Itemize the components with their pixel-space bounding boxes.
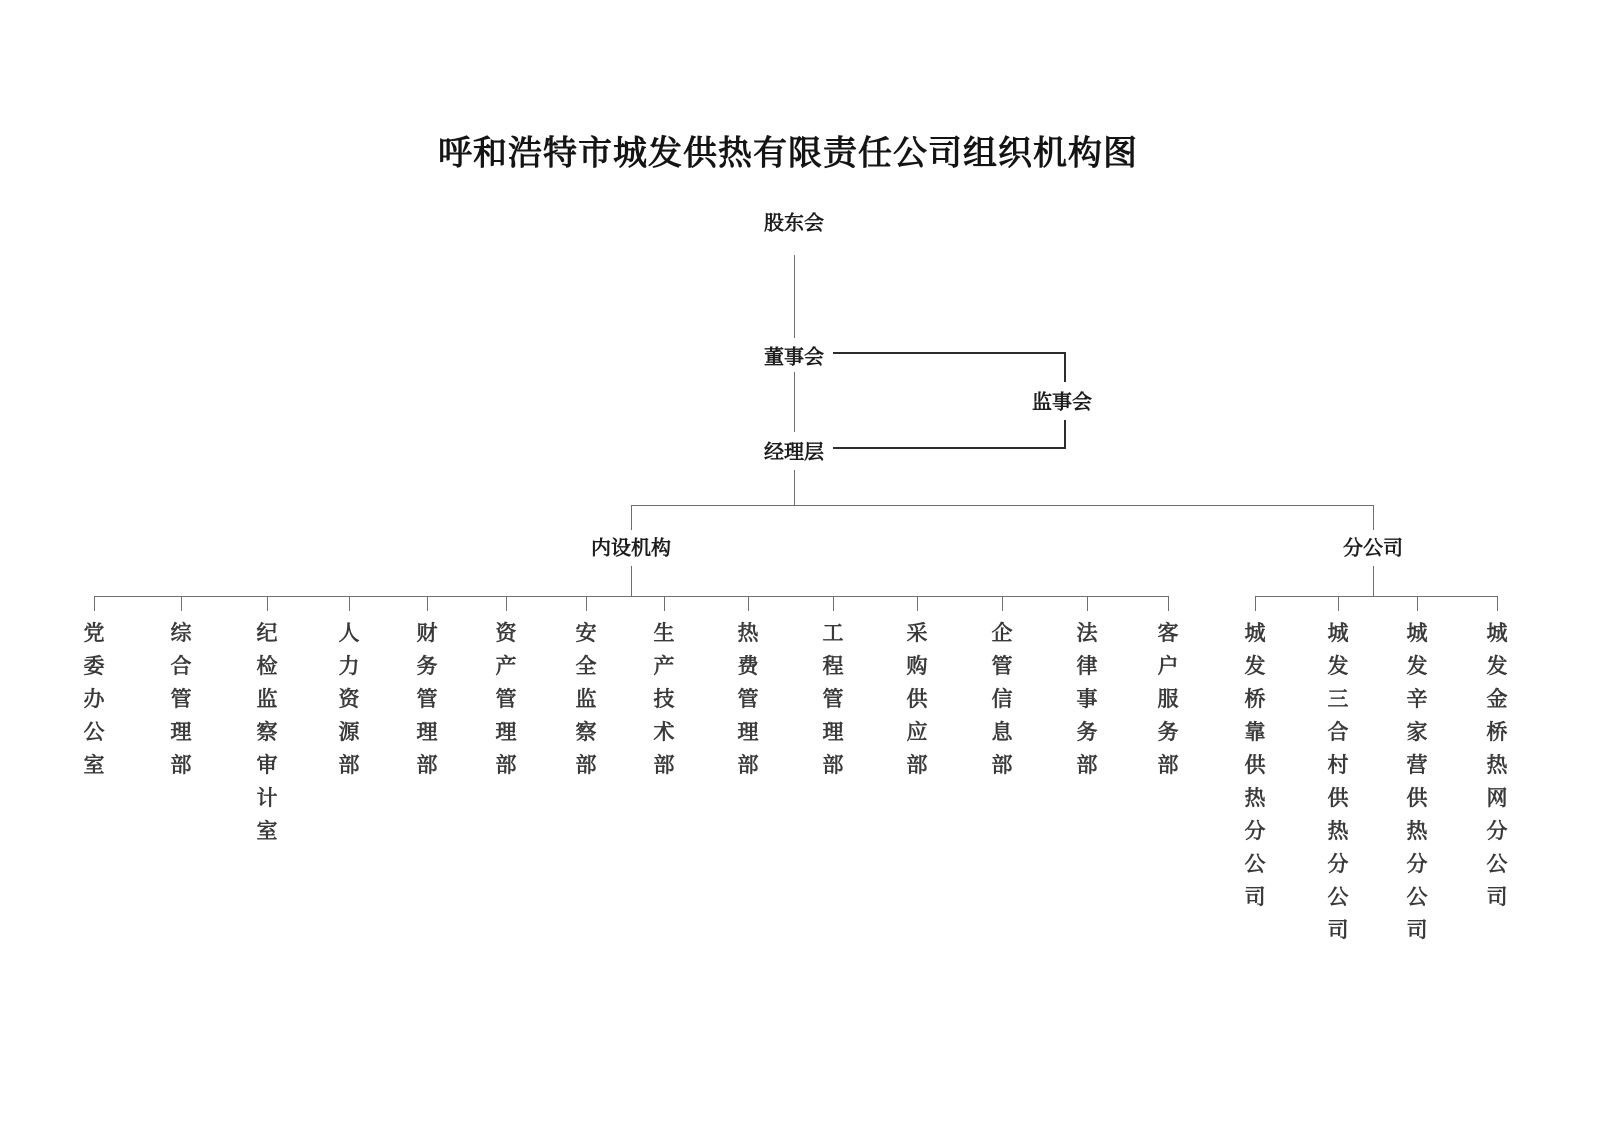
vertical-char: 管 [170, 688, 192, 711]
connector-tick [748, 596, 749, 611]
branch-column [1245, 617, 1266, 914]
vertical-char: 事 [1076, 688, 1098, 711]
vertical-char: 采 [906, 622, 928, 645]
connector-tick [1087, 596, 1088, 611]
vertical-char: 信 [991, 688, 1013, 711]
vertical-char: 全 [575, 655, 597, 678]
connector-tick [94, 596, 95, 611]
dept-column [496, 617, 517, 782]
vertical-char: 人 [338, 622, 360, 645]
vertical-char: 部 [416, 754, 438, 777]
vertical-char: 理 [416, 721, 438, 744]
vertical-char: 理 [737, 721, 759, 744]
connector-tick [427, 596, 428, 611]
dept-column [1158, 617, 1179, 782]
vertical-char: 购 [906, 655, 928, 678]
vertical-char: 分 [1486, 820, 1508, 843]
vertical-char: 管 [737, 688, 759, 711]
vertical-char: 部 [737, 754, 759, 777]
branch-column [1328, 617, 1349, 947]
vertical-char: 桥 [1244, 688, 1266, 711]
connector-tick [1338, 596, 1339, 611]
vertical-char: 公 [1244, 853, 1266, 876]
connector-line [631, 505, 1374, 506]
vertical-char: 司 [1327, 919, 1349, 942]
connector-line [833, 447, 1066, 449]
vertical-char: 应 [906, 721, 928, 744]
vertical-char: 城 [1406, 622, 1428, 645]
vertical-char: 发 [1406, 655, 1428, 678]
vertical-char: 合 [1327, 721, 1349, 744]
vertical-char: 审 [256, 754, 278, 777]
vertical-char: 产 [653, 655, 675, 678]
vertical-char: 供 [1244, 754, 1266, 777]
vertical-char: 费 [737, 655, 759, 678]
connector-line [631, 566, 632, 596]
vertical-char: 资 [495, 622, 517, 645]
vertical-char: 服 [1157, 688, 1179, 711]
vertical-char: 企 [991, 622, 1013, 645]
vertical-char: 部 [170, 754, 192, 777]
connector-tick [833, 596, 834, 611]
vertical-char: 公 [1406, 886, 1428, 909]
vertical-char: 供 [1406, 787, 1428, 810]
vertical-char: 热 [737, 622, 759, 645]
vertical-char: 司 [1244, 886, 1266, 909]
branch-column [1487, 617, 1508, 914]
connector-tick [1168, 596, 1169, 611]
vertical-char: 管 [495, 688, 517, 711]
dept-column [257, 617, 278, 848]
vertical-char: 发 [1327, 655, 1349, 678]
connector-line [794, 372, 795, 432]
vertical-char: 辛 [1406, 688, 1428, 711]
vertical-char: 室 [83, 754, 105, 777]
vertical-char: 靠 [1244, 721, 1266, 744]
vertical-char: 计 [256, 787, 278, 810]
vertical-char: 部 [1157, 754, 1179, 777]
dept-column [339, 617, 360, 782]
connector-line [94, 596, 1168, 597]
vertical-char: 客 [1157, 622, 1179, 645]
vertical-char: 城 [1486, 622, 1508, 645]
node-supervisory: 监事会 [1030, 386, 1094, 415]
vertical-char: 务 [1157, 721, 1179, 744]
vertical-char: 户 [1157, 655, 1179, 678]
vertical-char: 热 [1244, 787, 1266, 810]
vertical-char: 资 [338, 688, 360, 711]
vertical-char: 纪 [256, 622, 278, 645]
vertical-char: 息 [991, 721, 1013, 744]
vertical-char: 察 [256, 721, 278, 744]
vertical-char: 合 [170, 655, 192, 678]
vertical-char: 综 [170, 622, 192, 645]
vertical-char: 监 [575, 688, 597, 711]
vertical-char: 监 [256, 688, 278, 711]
vertical-char: 理 [822, 721, 844, 744]
connector-line [1064, 352, 1066, 382]
vertical-char: 部 [338, 754, 360, 777]
connector-line [1373, 566, 1374, 596]
vertical-char: 管 [991, 655, 1013, 678]
dept-column [907, 617, 928, 782]
connector-line [833, 352, 1065, 354]
dept-column [84, 617, 105, 782]
connector-line [794, 255, 795, 338]
vertical-char: 检 [256, 655, 278, 678]
node-internal-organs: 内设机构 [589, 532, 673, 561]
connector-line [1064, 420, 1066, 448]
dept-column [576, 617, 597, 782]
vertical-char: 村 [1327, 754, 1349, 777]
vertical-char: 察 [575, 721, 597, 744]
connector-line [794, 470, 795, 505]
vertical-char: 工 [822, 622, 844, 645]
dept-column [992, 617, 1013, 782]
vertical-char: 务 [416, 655, 438, 678]
vertical-char: 部 [822, 754, 844, 777]
vertical-char: 部 [575, 754, 597, 777]
vertical-char: 党 [83, 622, 105, 645]
vertical-char: 产 [495, 655, 517, 678]
vertical-char: 营 [1406, 754, 1428, 777]
connector-tick [1002, 596, 1003, 611]
vertical-char: 室 [256, 820, 278, 843]
dept-column [654, 617, 675, 782]
vertical-char: 办 [83, 688, 105, 711]
vertical-char: 部 [991, 754, 1013, 777]
vertical-char: 安 [575, 622, 597, 645]
dept-column [1077, 617, 1098, 782]
vertical-char: 律 [1076, 655, 1098, 678]
node-management: 经理层 [762, 436, 826, 465]
vertical-char: 热 [1406, 820, 1428, 843]
connector-line [1255, 596, 1497, 597]
connector-tick [1417, 596, 1418, 611]
vertical-char: 金 [1486, 688, 1508, 711]
vertical-char: 网 [1486, 787, 1508, 810]
connector-line [1373, 505, 1374, 530]
vertical-char: 三 [1327, 688, 1349, 711]
vertical-char: 部 [495, 754, 517, 777]
vertical-char: 理 [170, 721, 192, 744]
vertical-char: 理 [495, 721, 517, 744]
connector-tick [664, 596, 665, 611]
vertical-char: 热 [1486, 754, 1508, 777]
connector-tick [1255, 596, 1256, 611]
vertical-char: 桥 [1486, 721, 1508, 744]
connector-tick [506, 596, 507, 611]
node-board: 董事会 [762, 341, 826, 370]
vertical-char: 管 [822, 688, 844, 711]
vertical-char: 发 [1486, 655, 1508, 678]
vertical-char: 城 [1327, 622, 1349, 645]
vertical-char: 公 [1327, 886, 1349, 909]
dept-column [171, 617, 192, 782]
vertical-char: 程 [822, 655, 844, 678]
vertical-char: 分 [1244, 820, 1266, 843]
vertical-char: 部 [906, 754, 928, 777]
vertical-char: 热 [1327, 820, 1349, 843]
connector-tick [917, 596, 918, 611]
connector-tick [267, 596, 268, 611]
vertical-char: 家 [1406, 721, 1428, 744]
page-title: 呼和浩特市城发供热有限责任公司组织机构图 [438, 134, 1138, 173]
vertical-char: 供 [906, 688, 928, 711]
vertical-char: 司 [1486, 886, 1508, 909]
vertical-char: 城 [1244, 622, 1266, 645]
vertical-char: 务 [1076, 721, 1098, 744]
vertical-char: 术 [653, 721, 675, 744]
vertical-char: 发 [1244, 655, 1266, 678]
connector-tick [349, 596, 350, 611]
vertical-char: 财 [416, 622, 438, 645]
vertical-char: 管 [416, 688, 438, 711]
vertical-char: 公 [1486, 853, 1508, 876]
vertical-char: 供 [1327, 787, 1349, 810]
vertical-char: 司 [1406, 919, 1428, 942]
vertical-char: 技 [653, 688, 675, 711]
connector-line [631, 505, 632, 530]
vertical-char: 分 [1406, 853, 1428, 876]
dept-column [738, 617, 759, 782]
vertical-char: 部 [653, 754, 675, 777]
connector-tick [1497, 596, 1498, 611]
connector-tick [586, 596, 587, 611]
dept-column [823, 617, 844, 782]
branch-column [1407, 617, 1428, 947]
node-branch-companies: 分公司 [1341, 532, 1405, 561]
connector-tick [181, 596, 182, 611]
vertical-char: 法 [1076, 622, 1098, 645]
node-shareholders: 股东会 [762, 207, 826, 236]
vertical-char: 源 [338, 721, 360, 744]
vertical-char: 公 [83, 721, 105, 744]
dept-column [417, 617, 438, 782]
vertical-char: 分 [1327, 853, 1349, 876]
vertical-char: 委 [83, 655, 105, 678]
vertical-char: 力 [338, 655, 360, 678]
vertical-char: 部 [1076, 754, 1098, 777]
vertical-char: 生 [653, 622, 675, 645]
